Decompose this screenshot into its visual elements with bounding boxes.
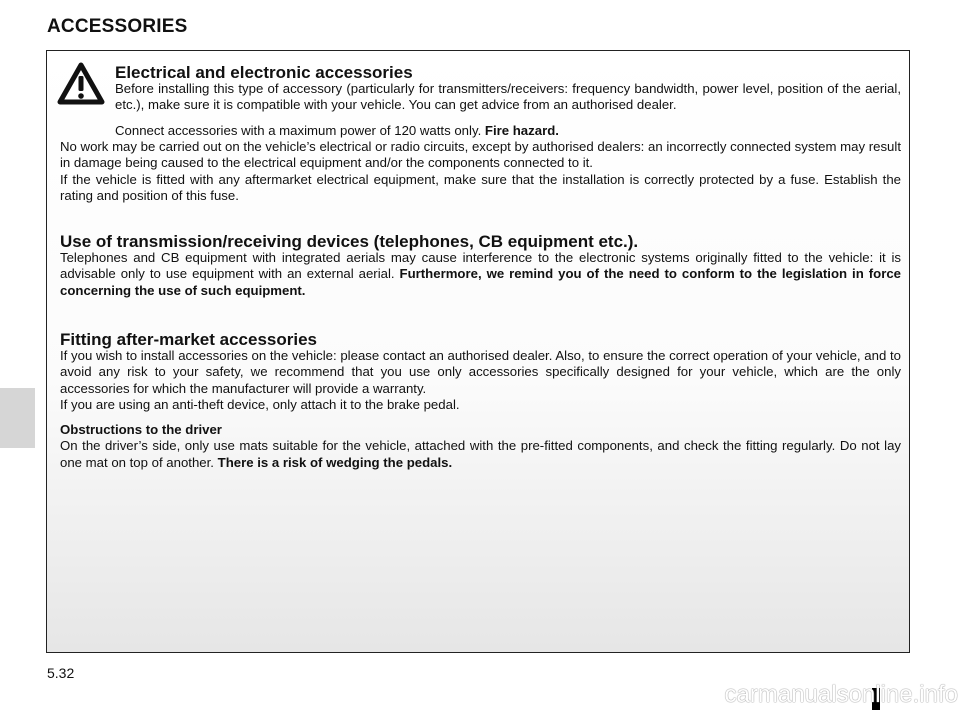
obstructions-text: On the driver’s side, only use mats suitable for the vehicle, attached with the pre-fitted components, and check the fitting regularly. Do not lay one mat on top of another. — [60, 438, 901, 470]
warning-triangle-icon — [57, 62, 105, 106]
electrical-intro — [115, 81, 901, 114]
electrical-accessories-title: Electrical and electronic accessories — [115, 63, 413, 82]
transmission-text: Telephones and CB equipment with integrated aerials may cause interference to the electronic systems originally fitted to the vehicle: it is advisable only to use equipment with an external aerial. — [60, 250, 901, 282]
pedal-risk-text: There is a risk of wedging the pedals. — [217, 454, 453, 470]
obstructions-title: Obstructions to the driver — [60, 422, 222, 437]
legislation-text: Furthermore, we remind you of the need to conform to the legislation in force concerning the use of such equipment. — [60, 266, 901, 298]
anti-theft-text: If you are using an anti-theft device, only attach it to the brake pedal. — [60, 397, 460, 413]
fitting-accessories-title: Fitting after-market accessories — [60, 330, 317, 349]
obstructions-section — [60, 422, 901, 471]
watermark-text: carmanualsonline.info — [724, 681, 958, 708]
electrical-details — [60, 139, 901, 205]
fitting-section — [60, 348, 901, 414]
electrical-intro-text: Before installing this type of accessory (particularly for transmitters/receivers: frequency bandwidth, power level, position of the aerial, etc.), make sure it is compatible with your vehicle. You can get advice from an authorised dealer. — [115, 81, 901, 113]
transmission-devices-title: Use of transmission/receiving devices (telephones, CB equipment etc.). — [60, 232, 639, 251]
page-number: 5.32 — [47, 665, 75, 681]
fitting-text: If you wish to install accessories on the vehicle: please contact an authorised dealer. Also, to ensure the correct operation of your vehicle, and to avoid any risk to your safety, we recommend that you use only accessories specifically designed for your vehicle, which are the only accessories for which the manufacturer will provide a warranty. — [60, 348, 901, 396]
fire-hazard-text: Fire hazard. — [484, 123, 559, 138]
warning-panel — [46, 50, 910, 653]
transmission-section — [60, 250, 901, 299]
page-title: ACCESSORIES — [47, 16, 188, 37]
power-warning — [115, 123, 901, 139]
fuse-text: If the vehicle is fitted with any aftermarket electrical equipment, make sure that the installation is correctly protected by a fuse. Establish the rating and position of this fuse. — [60, 171, 901, 204]
chapter-tab — [0, 388, 35, 448]
circuit-work-text: No work may be carried out on the vehicle’s electrical or radio circuits, except by authorised dealers: an incorrectly connected system may result in damage being caused to the electrical equipment and/or the components connected to it. — [60, 139, 901, 171]
power-text: Connect accessories with a maximum power of 120 watts only. — [115, 123, 485, 138]
